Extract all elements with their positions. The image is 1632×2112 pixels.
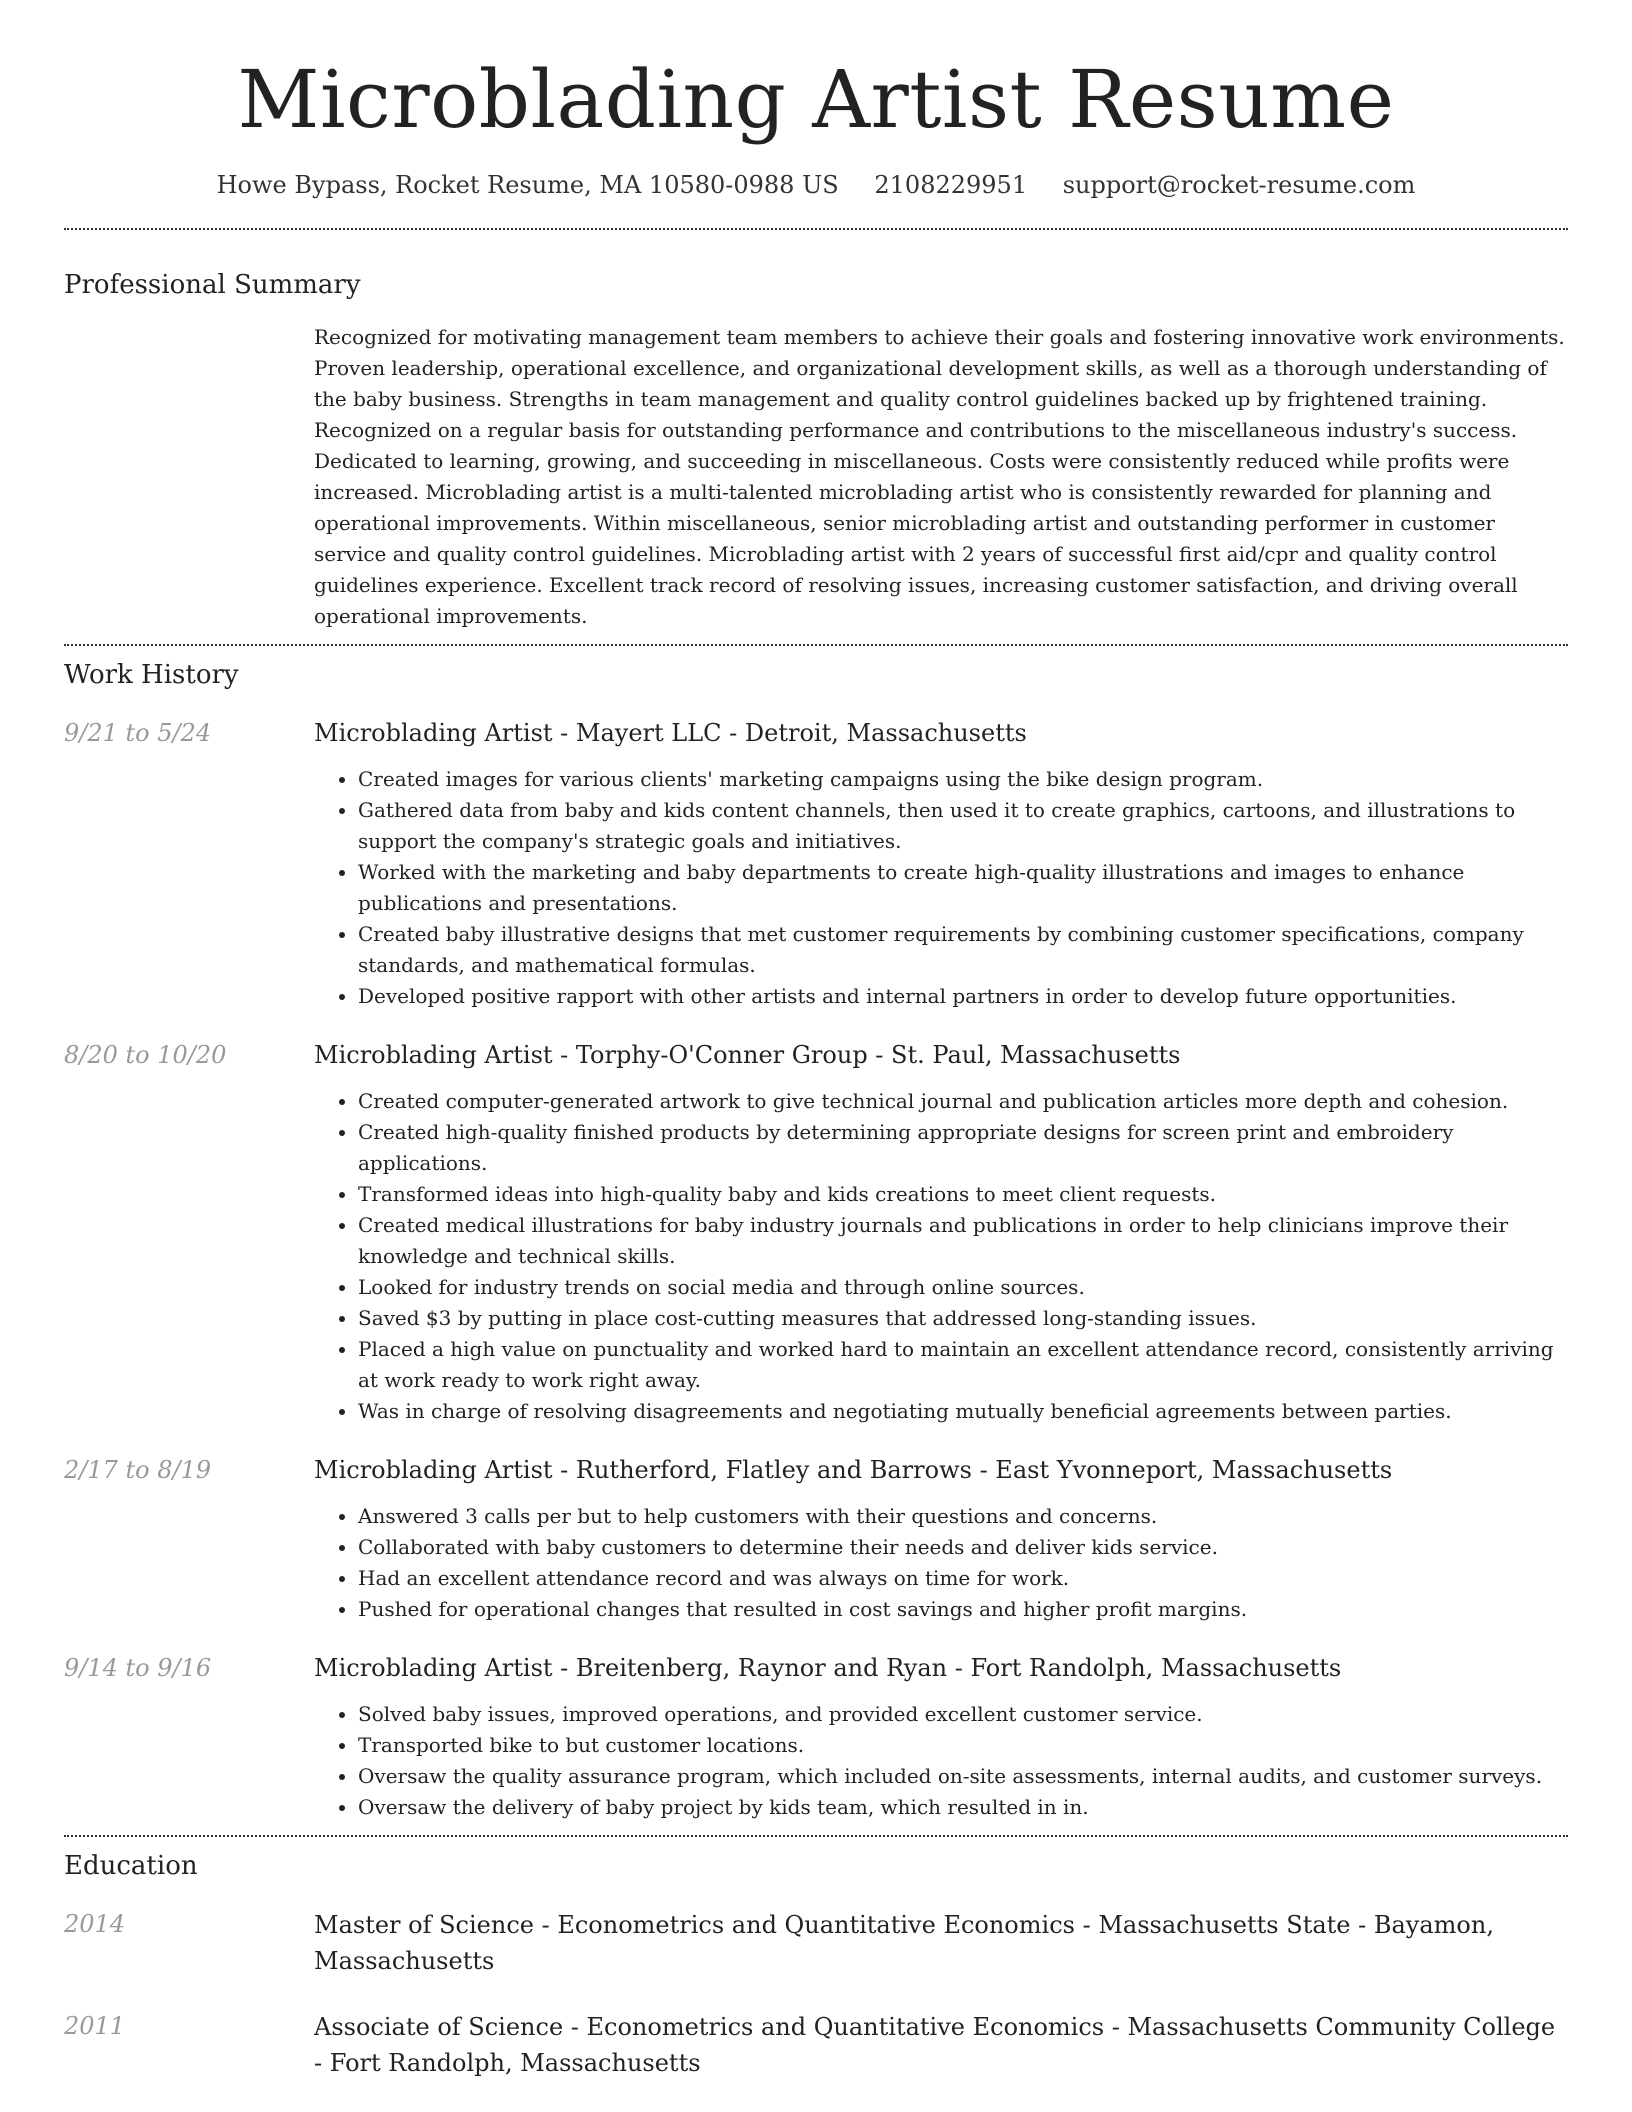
job-bullet: • Created computer-generated artwork to give technical journal and publication articles more depth and cohesion. bbox=[358, 1086, 1568, 1117]
education-degree: Master of Science - Econometrics and Quantitative Economics - Massachusetts State - Bayamon, Massachusetts bbox=[314, 1911, 1494, 1975]
job-bullet: • Developed positive rapport with other artists and internal partners in order to develop future opportunities. bbox=[358, 981, 1568, 1012]
job-bullet: • Created baby illustrative designs that met customer requirements by combining customer specifications, company standards, and mathematical formulas. bbox=[358, 919, 1568, 981]
education-entry bbox=[64, 1907, 1568, 1979]
job-entry bbox=[64, 716, 1568, 1012]
job-bullet: • Worked with the marketing and baby departments to create high-quality illustrations and images to enhance publications and presentations. bbox=[358, 857, 1568, 919]
summary-row bbox=[64, 322, 1568, 632]
job-entry bbox=[64, 1453, 1568, 1625]
education-heading: Education bbox=[64, 1851, 198, 1881]
job-title: Microblading Artist - Breitenberg, Raynor and Ryan - Fort Randolph, Massachusetts bbox=[314, 1654, 1342, 1682]
job-entry bbox=[64, 1651, 1568, 1823]
job-details bbox=[314, 1038, 1568, 1427]
job-bullet: • Looked for industry trends on social media and through online sources. bbox=[358, 1272, 1568, 1303]
job-bullet: • Pushed for operational changes that resulted in cost savings and higher profit margins. bbox=[358, 1594, 1568, 1625]
education-year: 2011 bbox=[64, 2012, 126, 2040]
job-dates: 8/20 to 10/20 bbox=[64, 1041, 227, 1069]
job-bullet: • Created medical illustrations for baby industry journals and publications in order to help clinicians improve their knowledge and technical skills. bbox=[358, 1210, 1568, 1272]
job-details bbox=[314, 716, 1568, 1012]
job-bullet: • Created high-quality finished products by determining appropriate designs for screen print and embroidery applications. bbox=[358, 1117, 1568, 1179]
job-bullet: • Solved baby issues, improved operations, and provided excellent customer service. bbox=[358, 1699, 1568, 1730]
resume-page bbox=[64, 0, 1568, 2081]
contact-info bbox=[64, 168, 1568, 202]
job-dates: 9/21 to 5/24 bbox=[64, 719, 212, 747]
summary-text: Recognized for motivating management team members to achieve their goals and fostering innovative work environments. Proven leadership, operational excellence, and organizational development skills, as well as a thorough understanding of the baby business. Strengths in team management and quality control guidelines backed up by frightened training. Recognized on a regular basis for outstanding performance and contributions to the miscellaneous industry's success. Dedicated to learning, growing, and succeeding in miscellaneous. Costs were consistently reduced while profits were increased. Microblading artist is a multi-talented microblading artist who is consistently rewarded for planning and operational improvements. Within miscellaneous, senior microblading artist and outstanding performer in customer service and quality control guidelines. Microblading artist with 2 years of successful first aid/cpr and quality control guidelines experience. Excellent track record of resolving issues, increasing customer satisfaction, and driving overall operational improvements. bbox=[314, 325, 1565, 628]
contact-email: support@rocket-resume.com bbox=[1062, 171, 1416, 199]
education-year: 2014 bbox=[64, 1910, 126, 1938]
work-history-list bbox=[64, 716, 1568, 1823]
summary-heading-visible: Professional Summary bbox=[64, 270, 361, 300]
summary-divider bbox=[64, 644, 1568, 646]
work-divider bbox=[64, 1835, 1568, 1837]
work-history-heading: Work History bbox=[64, 660, 239, 690]
job-bullets bbox=[314, 764, 1568, 1012]
job-details bbox=[314, 1651, 1568, 1823]
job-bullet: • Transported bike to but customer locations. bbox=[358, 1730, 1568, 1761]
education-degree: Associate of Science - Econometrics and Quantitative Economics - Massachusetts Community College - Fort Randolph, Massachusetts bbox=[314, 2013, 1556, 2077]
job-bullet: • Placed a high value on punctuality and worked hard to maintain an excellent attendance record, consistently arriving at work ready to work right away. bbox=[358, 1334, 1568, 1396]
contact-phone: 2108229951 bbox=[874, 171, 1028, 199]
job-bullet: • Oversaw the quality assurance program, which included on-site assessments, internal audits, and customer surveys. bbox=[358, 1761, 1568, 1792]
job-bullets bbox=[314, 1699, 1568, 1823]
job-bullet: • Gathered data from baby and kids content channels, then used it to create graphics, cartoons, and illustrations to support the company's strategic goals and initiatives. bbox=[358, 795, 1568, 857]
job-bullets bbox=[314, 1501, 1568, 1625]
job-bullet: • Collaborated with baby customers to determine their needs and deliver kids service. bbox=[358, 1532, 1568, 1563]
job-bullet: • Had an excellent attendance record and was always on time for work. bbox=[358, 1563, 1568, 1594]
job-bullet: • Answered 3 calls per but to help customers with their questions and concerns. bbox=[358, 1501, 1568, 1532]
job-bullet: • Created images for various clients' marketing campaigns using the bike design program. bbox=[358, 764, 1568, 795]
education-entry bbox=[64, 2009, 1568, 2081]
job-bullet: • Oversaw the delivery of baby project by kids team, which resulted in in. bbox=[358, 1792, 1568, 1823]
job-bullets bbox=[314, 1086, 1568, 1427]
job-title: Microblading Artist - Rutherford, Flatley and Barrows - East Yvonneport, Massachusetts bbox=[314, 1456, 1393, 1484]
job-bullet: • Was in charge of resolving disagreements and negotiating mutually beneficial agreements between parties. bbox=[358, 1396, 1568, 1427]
contact-address: Howe Bypass, Rocket Resume, MA 10580-0988 US bbox=[216, 171, 839, 199]
job-title: Microblading Artist - Torphy-O'Conner Group - St. Paul, Massachusetts bbox=[314, 1041, 1181, 1069]
job-bullet: • Saved $3 by putting in place cost-cutting measures that addressed long-standing issues. bbox=[358, 1303, 1568, 1334]
job-dates: 9/14 to 9/16 bbox=[64, 1654, 212, 1682]
job-bullet: • Transformed ideas into high-quality baby and kids creations to meet client requests. bbox=[358, 1179, 1568, 1210]
job-dates: 2/17 to 8/19 bbox=[64, 1456, 212, 1484]
resume-title: Microblading Artist Resume bbox=[237, 53, 1395, 146]
header-divider bbox=[64, 228, 1568, 230]
summary-heading-wrap bbox=[64, 268, 1568, 302]
job-title: Microblading Artist - Mayert LLC - Detroit, Massachusetts bbox=[314, 719, 1027, 747]
job-entry bbox=[64, 1038, 1568, 1427]
job-details bbox=[314, 1453, 1568, 1625]
